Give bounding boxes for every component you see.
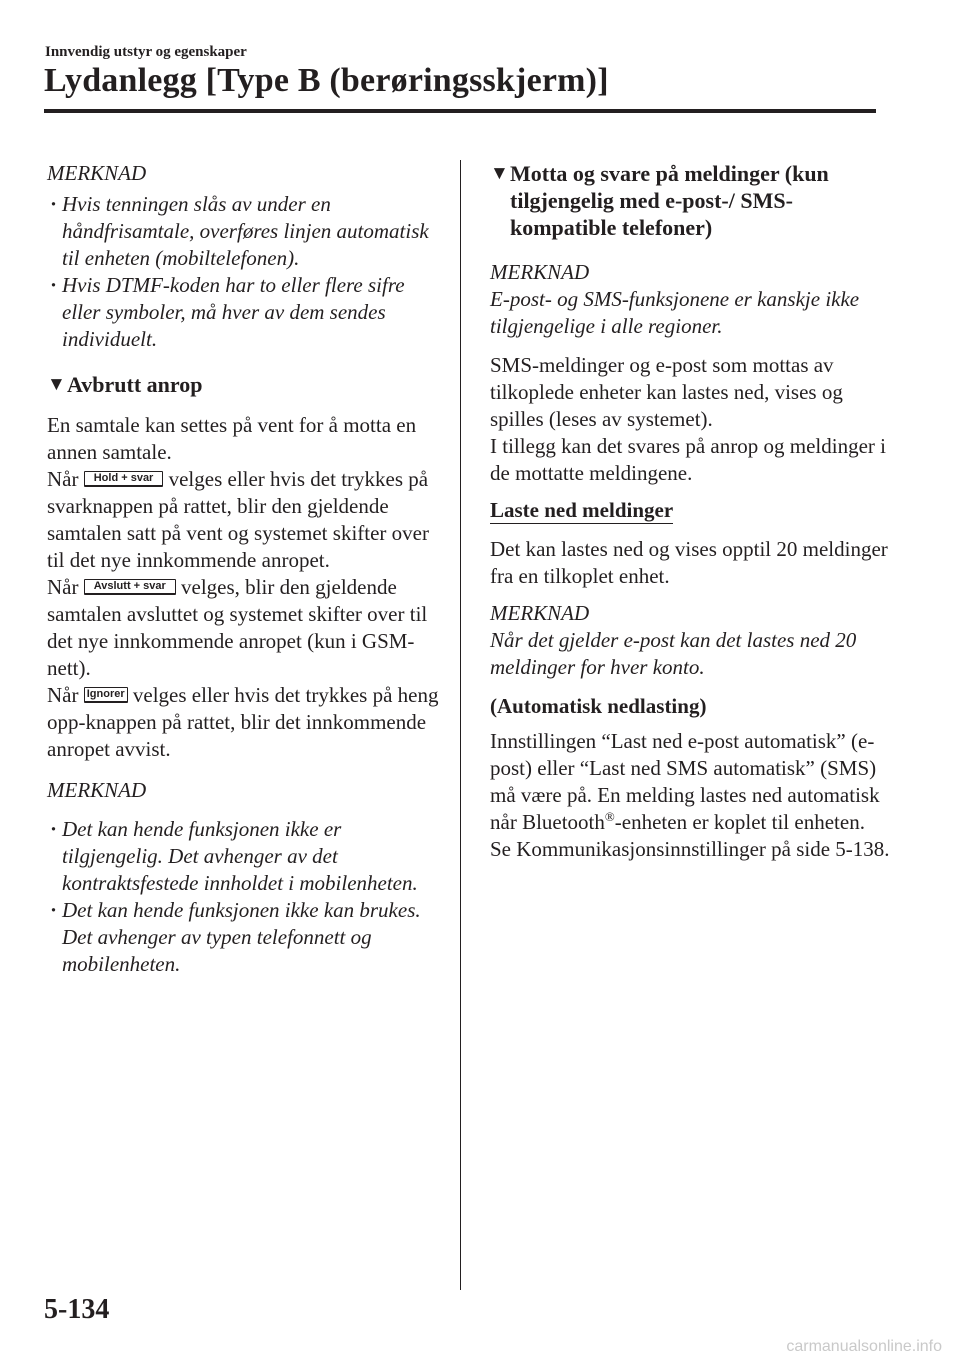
hold-answer-button: Hold + svar [84, 471, 164, 487]
heading-text: Motta og svare på meldinger (kun tilgjengelig med e-post-/ SMS-kompatible telefoner) [510, 161, 829, 240]
paragraph-crossref: Se Kommunikasjonsinnstillinger på side 5-138. [490, 837, 890, 861]
paragraph-end [47, 574, 442, 682]
note-text: E-post- og SMS-funksjonene er kanskje ikke tilgjengelige i alle regioner. [490, 287, 860, 338]
paragraph-ignore [47, 682, 442, 763]
note-heading: MERKNAD [47, 778, 147, 802]
auto-download-heading: (Automatisk nedlasting) [490, 694, 707, 718]
header-divider [44, 109, 876, 113]
paragraph: SMS-meldinger og e-post som mottas av tilkoplede enheter kan lastes ned, vises og spilles (leses av systemet). [490, 353, 843, 431]
section-heading-messages [490, 160, 890, 241]
text: Når [47, 683, 79, 707]
note-list [47, 816, 442, 978]
note-heading: MERKNAD [47, 161, 147, 185]
right-column [490, 160, 890, 863]
text: velges, blir den gjeldende samtalen avsluttet og systemet skifter over til det nye innkommende anropet (kun i GSM-nett). [47, 575, 428, 680]
note-item: · Det kan hende funksjonen ikke kan brukes. Det avhenger av typen telefonnett og mobilenheten. [47, 897, 442, 978]
text: -enheten er koplet til enheten. [614, 810, 865, 834]
paragraph-hold [47, 466, 442, 574]
text: Innstillingen “Last ned e-post automatisk” (e-post) eller “Last ned SMS automatisk” (SMS) må være på. En melding lastes ned automatisk når Bluetooth [490, 729, 880, 834]
watermark: carmanualsonline.info [786, 1338, 942, 1355]
heading-text: Avbrutt anrop [67, 372, 203, 397]
paragraph: I tillegg kan det svares på anrop og meldinger i de mottatte meldingene. [490, 434, 886, 485]
ignore-button: Ignorer [84, 687, 128, 703]
subheading-download-messages: Laste ned meldinger [490, 498, 674, 522]
triangle-down-icon: ▼ [490, 163, 509, 184]
text: Når [47, 575, 79, 599]
page-title: Lydanlegg [Type B (berøringsskjerm)] [44, 62, 609, 99]
section-label: Innvendig utstyr og egenskaper [45, 44, 247, 60]
note-heading: MERKNAD [490, 260, 590, 284]
text: velges eller hvis det trykkes på heng opp-knappen på rattet, blir det innkommende anropet avvist. [47, 683, 439, 761]
note-text: Når det gjelder e-post kan det lastes ned 20 meldinger for hver konto. [490, 628, 857, 679]
paragraph-auto [490, 728, 890, 836]
note-item: · Hvis DTMF-koden har to eller flere sifre eller symboler, må hver av dem sendes individuelt. [47, 272, 442, 353]
note-heading: MERKNAD [490, 601, 590, 625]
column-divider [460, 160, 461, 1290]
note-item: · Det kan hende funksjonen ikke er tilgjengelig. Det avhenger av det kontraktsfestede innholdet i mobilenheten. [47, 816, 442, 897]
left-column [47, 160, 442, 978]
end-answer-button: Avslutt + svar [84, 579, 176, 595]
triangle-down-icon: ▼ [47, 374, 66, 395]
registered-mark: ® [604, 809, 615, 824]
text: velges eller hvis det trykkes på svarknappen på rattet, blir den gjeldende samtalen satt på vent og systemet skifter over til det nye innkommende anropet. [47, 467, 429, 572]
note-item: · Hvis tenningen slås av under en håndfrisamtale, overføres linjen automatisk til enheten (mobiltelefonen). [47, 191, 442, 272]
paragraph: Det kan lastes ned og vises opptil 20 meldinger fra en tilkoplet enhet. [490, 537, 888, 588]
paragraph: En samtale kan settes på vent for å motta en annen samtale. [47, 413, 417, 464]
page-number: 5-134 [44, 1294, 110, 1325]
text: Når [47, 467, 79, 491]
section-heading-interrupted-call [47, 371, 442, 398]
note-list [47, 191, 442, 353]
